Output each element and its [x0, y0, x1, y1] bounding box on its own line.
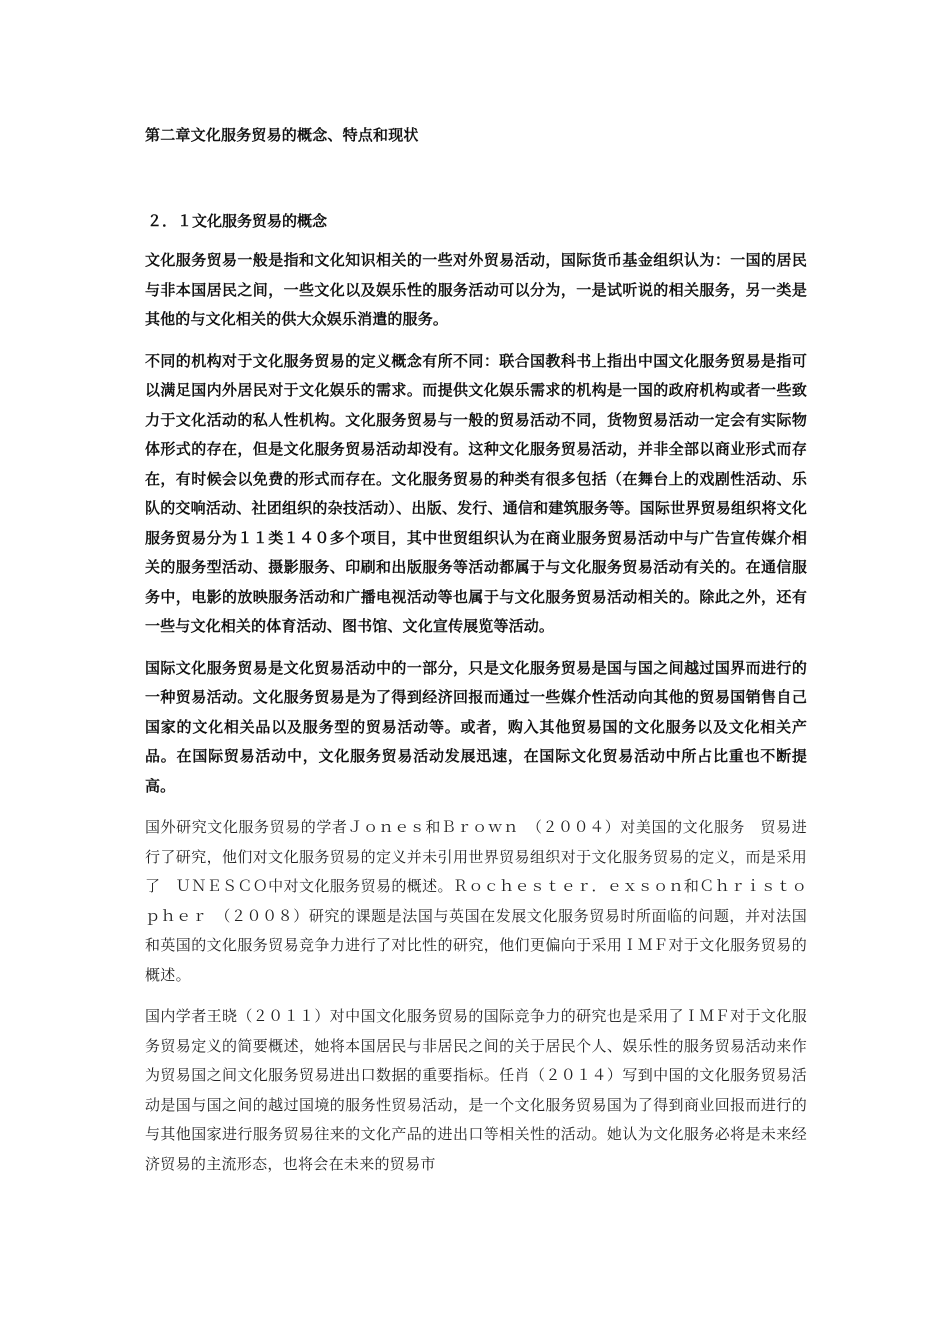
paragraph-definition: 文化服务贸易一般是指和文化知识相关的一些对外贸易活动，国际货币基金组织认为：一国的居民与非本国居民之间，一些文化以及娱乐性的服务活动可以分为，一是试听说的相关服务，另一类是其他的与文化相关的供大众娱乐消遣的服务。 [145, 251, 807, 328]
chapter-title: 第二章文化服务贸易的概念、特点和现状 [145, 126, 419, 144]
document-body [145, 122, 807, 1191]
section-title: ２．１文化服务贸易的概念 [147, 212, 328, 230]
paragraph-international: 国际文化服务贸易是文化贸易活动中的一部分，只是文化服务贸易是国与国之间越过国界而进行的一种贸易活动。文化服务贸易是为了得到经济回报而通过一些媒介性活动向其他的贸易国销售自己国家的文化相关品以及服务型的贸易活动等。或者，购入其他贸易国的文化服务以及文化相关产品。在国际贸易活动中，文化服务贸易活动发展迅速，在国际文化贸易活动中所占比重也不断提高。 [145, 658, 807, 795]
paragraph-domestic-scholars: 国内学者王晓（２０１１）对中国文化服务贸易的国际竞争力的研究也是采用了ＩＭＦ对于文化服务贸易定义的简要概述，她将本国居民与非居民之间的关于居民个人、娱乐性的服务贸易活动来作为贸易国之间文化服务贸易进出口数据的重要指标。任肖（２０１４）写到中国的文化服务贸易活动是国与国之间的越过国境的服务性贸易活动，是一个文化服务贸易国为了得到商业回报而进行的与其他国家进行服务贸易往来的文化产品的进出口等相关性的活动。她认为文化服务必将是未来经济贸易的主流形态，也将会在未来的贸易市 [145, 1007, 807, 1173]
paragraph-institutions: 不同的机构对于文化服务贸易的定义概念有所不同：联合国教科书上指出中国文化服务贸易是指可以满足国内外居民对于文化娱乐的需求。而提供文化娱乐需求的机构是一国的政府机构或者一些致力于文化活动的私人性机构。文化服务贸易与一般的贸易活动不同，货物贸易活动一定会有实际物体形式的存在，但是文化服务贸易活动却没有。这种文化服务贸易活动，并非全部以商业形式而存在，有时候会以免费的形式而存在。文化服务贸易的种类有很多包括（在舞台上的戏剧性活动、乐队的交响活动、社团组织的杂技活动）、出版、发行、通信和建筑服务等。国际世界贸易组织将文化服务贸易分为１１类１４０多个项目，其中世贸组织认为在商业服务贸易活动中与广告宣传媒介相关的服务型活动、摄影服务、印刷和出版服务等活动都属于与文化服务贸易活动有关的。在通信服务中，电影的放映服务活动和广播电视活动等也属于与文化服务贸易活动相关的。除此之外，还有一些与文化相关的体育活动、图书馆、文化宣传展览等活动。 [145, 351, 807, 635]
paragraph-foreign-scholars: 国外研究文化服务贸易的学者Ｊｏｎｅｓ和Ｂｒｏｗｎ （２００４）对美国的文化服务 贸易进行了研究，他们对文化服务贸易的定义并未引用世界贸易组织对于文化服务贸易的定义，而是采用了 ＵＮＥＳＣＯ中对文化服务贸易的概述。Ｒｏｃｈｅｓｔｅｒ．ｅｘｓｏｎ和Ｃｈｒｉｓｔｏｐｈｅｒ （２００８）研究的课题是法国与英国在发展文化服务贸易时所面临的问题，并对法国和英国的文化服务贸易竞争力进行了对比性的研究，他们更偏向于采用ＩＭＦ对于文化服务贸易的概述。 [145, 818, 807, 984]
